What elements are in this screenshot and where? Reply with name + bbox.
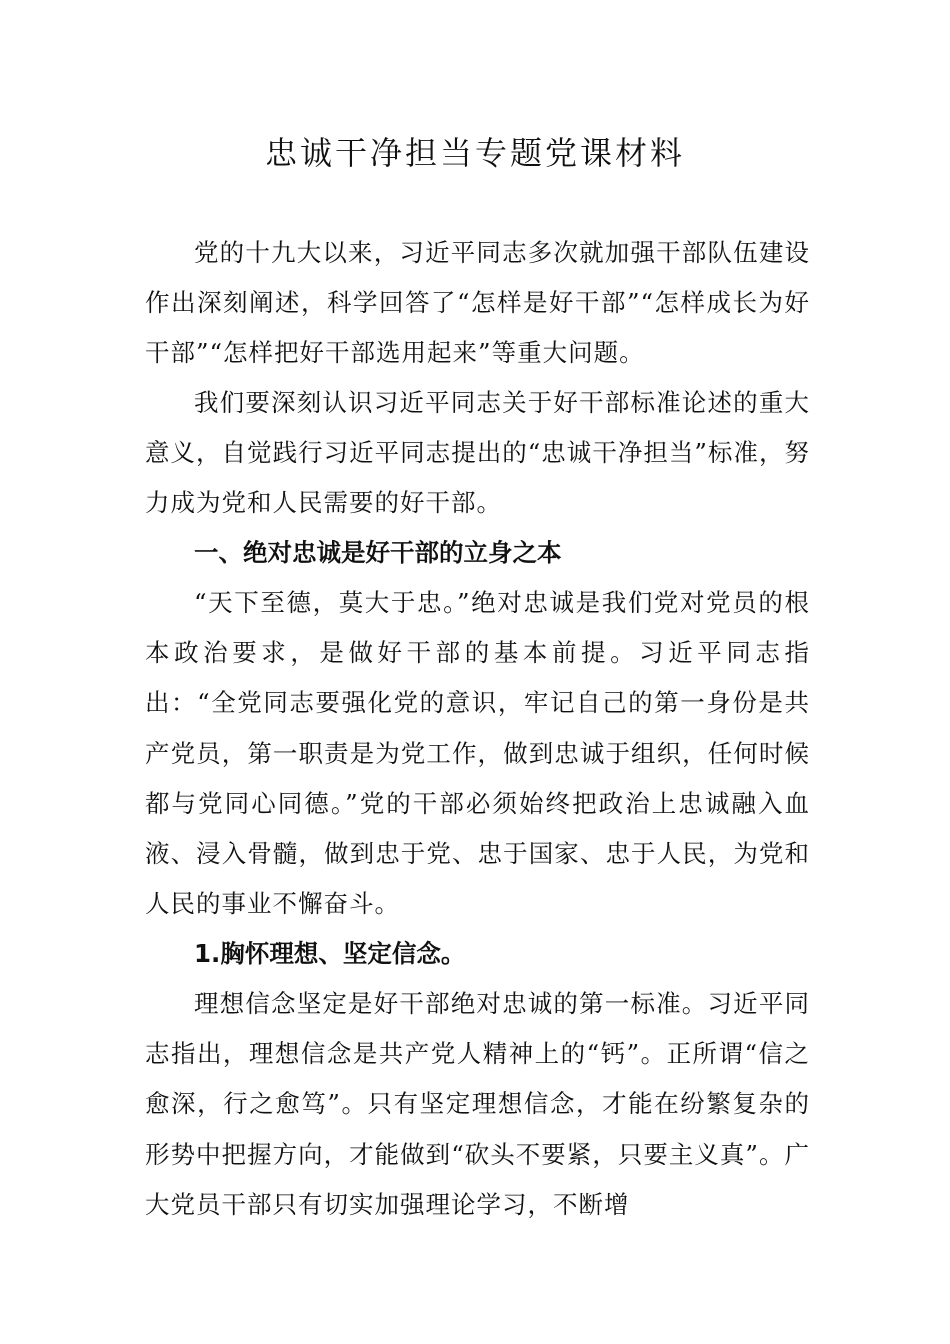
- paragraph-ideals: 理想信念坚定是好干部绝对忠诚的第一标准。习近平同志指出，理想信念是共产党人精神上的“钙”。正所谓“信之愈深，行之愈笃”。只有坚定理想信念，才能在纷繁复杂的形势中把握方向，才能做到“砍头不要紧，只要主义真”。广大党员干部只有切实加强理论学习，不断增: [145, 989, 810, 1219]
- paragraph-significance: 我们要深刻认识习近平同志关于好干部标准论述的重大意义，自觉践行习近平同志提出的“忠诚干净担当”标准，努力成为党和人民需要的好干部。: [145, 388, 810, 518]
- document-title: 忠诚干净担当专题党课材料: [264, 134, 685, 172]
- paragraph-loyalty: “天下至德，莫大于忠。”绝对忠诚是我们党对党员的根本政治要求，是做好干部的基本前提。习近平同志指出：“全党同志要强化党的意识，牢记自己的第一身份是共产党员，第一职责是为党工作，做到忠诚于组织，任何时候都与党同心同德。”党的干部必须始终把政治上忠诚融入血液、浸入骨髓，做到忠于党、忠于国家、忠于人民，为党和人民的事业不懈奋斗。: [145, 588, 810, 919]
- subsection-heading-1: 1.胸怀理想、坚定信念。: [194, 939, 466, 968]
- paragraph-intro: 党的十九大以来，习近平同志多次就加强干部队伍建设作出深刻阐述，科学回答了“怎样是好干部”“怎样成长为好干部”“怎样把好干部选用起来”等重大问题。: [145, 238, 810, 368]
- section-heading-1: 一、绝对忠诚是好干部的立身之本: [194, 538, 562, 567]
